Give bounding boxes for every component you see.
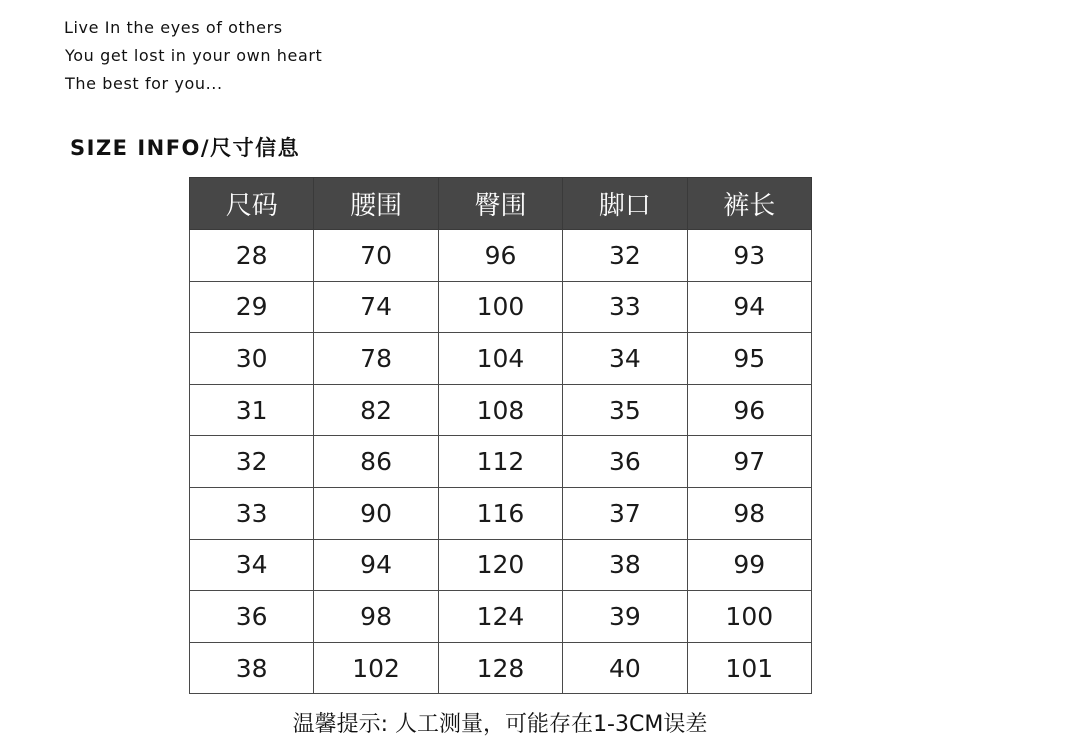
table-row <box>190 642 812 694</box>
table-cell-length: 100 <box>687 591 811 643</box>
section-title: SIZE INFO/尺寸信息 <box>70 136 301 160</box>
size-table <box>189 177 812 694</box>
table-cell-length: 95 <box>687 333 811 385</box>
slogan-line-2: You get lost in your own heart <box>65 46 323 65</box>
slogan-line-3: The best for you... <box>65 74 223 93</box>
table-cell-size: 33 <box>190 487 314 539</box>
table-cell-hip: 120 <box>438 539 562 591</box>
table-cell-waist: 102 <box>314 642 438 694</box>
table-header-row <box>190 178 812 230</box>
table-cell-length: 97 <box>687 436 811 488</box>
table-cell-waist: 90 <box>314 487 438 539</box>
header-cell-size: 尺码 <box>190 178 314 230</box>
table-cell-size: 30 <box>190 333 314 385</box>
table-cell-length: 99 <box>687 539 811 591</box>
table-cell-waist: 74 <box>314 281 438 333</box>
table-cell-hem: 36 <box>563 436 687 488</box>
table-cell-size: 36 <box>190 591 314 643</box>
header-cell-hem: 脚口 <box>563 178 687 230</box>
table-body <box>190 230 812 694</box>
table-row <box>190 436 812 488</box>
table-cell-length: 96 <box>687 384 811 436</box>
table-cell-waist: 94 <box>314 539 438 591</box>
measurement-note: 温馨提示: 人工测量，可能存在1-3CM误差 <box>292 712 708 737</box>
table-cell-size: 28 <box>190 230 314 282</box>
table-cell-hip: 104 <box>438 333 562 385</box>
table-cell-hem: 39 <box>563 591 687 643</box>
slogan-line-1: Live In the eyes of others <box>64 18 283 37</box>
table-cell-waist: 70 <box>314 230 438 282</box>
table-cell-size: 31 <box>190 384 314 436</box>
table-row <box>190 539 812 591</box>
table-row <box>190 591 812 643</box>
header-cell-waist: 腰围 <box>314 178 438 230</box>
table-cell-length: 94 <box>687 281 811 333</box>
header-cell-hip: 臀围 <box>438 178 562 230</box>
table-row <box>190 384 812 436</box>
table-cell-hip: 124 <box>438 591 562 643</box>
table-cell-size: 38 <box>190 642 314 694</box>
table-cell-hip: 128 <box>438 642 562 694</box>
table-row <box>190 333 812 385</box>
header-cell-length: 裤长 <box>687 178 811 230</box>
table-cell-hem: 32 <box>563 230 687 282</box>
table-cell-size: 32 <box>190 436 314 488</box>
table-row <box>190 487 812 539</box>
table-cell-waist: 78 <box>314 333 438 385</box>
table-row <box>190 230 812 282</box>
table-cell-hem: 35 <box>563 384 687 436</box>
table-cell-hem: 37 <box>563 487 687 539</box>
table-cell-waist: 98 <box>314 591 438 643</box>
table-cell-length: 98 <box>687 487 811 539</box>
table-cell-hem: 40 <box>563 642 687 694</box>
table-cell-length: 101 <box>687 642 811 694</box>
table-cell-hem: 33 <box>563 281 687 333</box>
table-cell-hip: 116 <box>438 487 562 539</box>
table-cell-waist: 82 <box>314 384 438 436</box>
table-cell-waist: 86 <box>314 436 438 488</box>
table-cell-hem: 38 <box>563 539 687 591</box>
table-row <box>190 281 812 333</box>
table-cell-hip: 108 <box>438 384 562 436</box>
table-cell-hip: 96 <box>438 230 562 282</box>
table-cell-size: 34 <box>190 539 314 591</box>
slogan-block <box>64 14 322 98</box>
table-cell-size: 29 <box>190 281 314 333</box>
table-cell-hip: 112 <box>438 436 562 488</box>
table-cell-length: 93 <box>687 230 811 282</box>
table-cell-hip: 100 <box>438 281 562 333</box>
table-cell-hem: 34 <box>563 333 687 385</box>
